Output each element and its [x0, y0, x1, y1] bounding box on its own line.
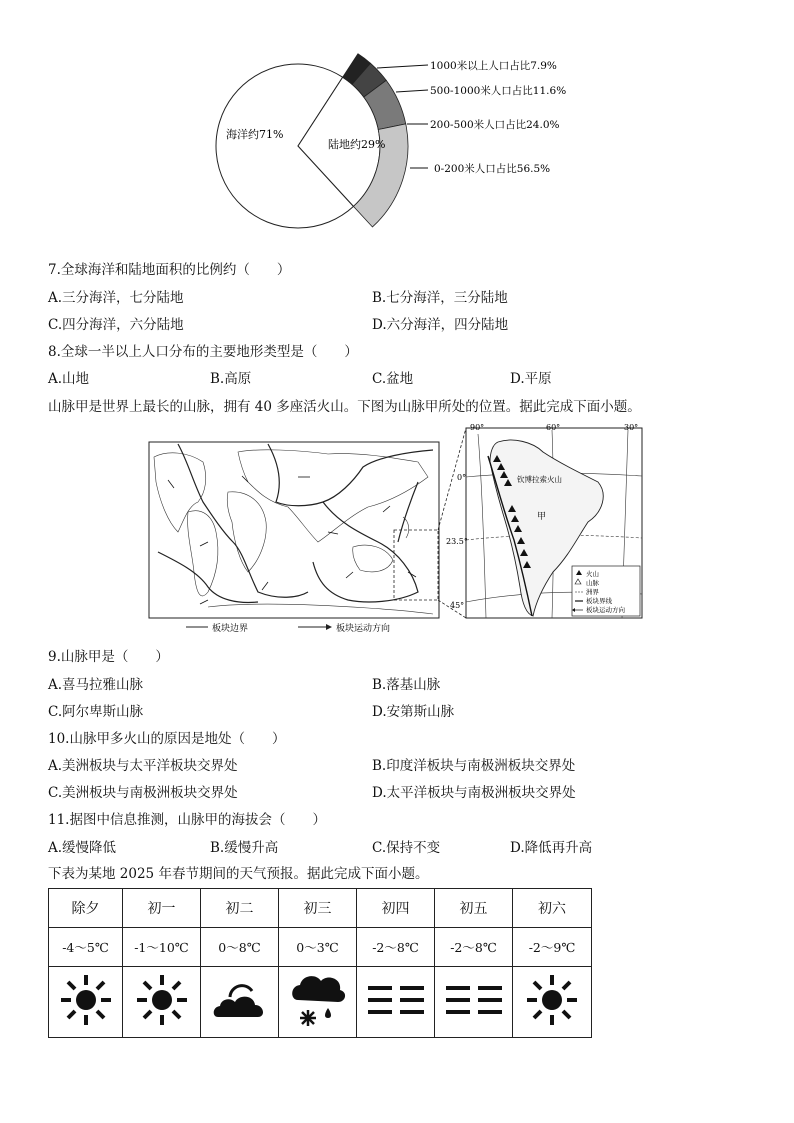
q7-option-d[interactable]: D.六分海洋，四分陆地 — [372, 317, 509, 333]
temp-cell: -4～5℃ — [49, 928, 123, 967]
day-cell: 除夕 — [49, 889, 123, 928]
day-cell: 初四 — [357, 889, 435, 928]
icon-cell — [123, 967, 201, 1038]
callout-500-1000: 500-1000米人口占比11.6% — [430, 85, 567, 97]
plate-map-figure — [148, 422, 646, 634]
callout-200-500: 200-500米人口占比24.0% — [430, 119, 560, 131]
sun-icon — [524, 972, 580, 1028]
q10-option-c[interactable]: C.美洲板块与南极洲板块交界处 — [48, 785, 238, 801]
day-cell: 初二 — [201, 889, 279, 928]
inset-legend-continent: 洲界 — [586, 588, 599, 596]
land-label: 陆地约29% — [328, 138, 386, 151]
q10-stem: 10.山脉甲多火山的原因是地处（ ） — [48, 731, 286, 747]
weather-icon-row — [49, 967, 592, 1038]
q9-option-b[interactable]: B.落基山脉 — [372, 677, 441, 693]
icon-cell — [279, 967, 357, 1038]
inset-legend-plate-motion: 板块运动方向 — [586, 606, 625, 614]
q7-option-a[interactable]: A.三分海洋，七分陆地 — [48, 290, 184, 306]
q10-option-a[interactable]: A.美洲板块与太平洋板块交界处 — [48, 758, 238, 774]
temp-cell: -2～9℃ — [513, 928, 592, 967]
day-cell: 初六 — [513, 889, 592, 928]
icon-cell — [201, 967, 279, 1038]
inset-lon-90: 90° — [470, 423, 485, 432]
inset-lon-30: 30° — [624, 423, 639, 432]
inset-legend-mountain: 山脉 — [586, 579, 599, 587]
temp-cell: -1～10℃ — [123, 928, 201, 967]
weather-forecast-table — [48, 888, 592, 1038]
land-ocean-pie-chart — [200, 50, 620, 250]
q9-stem: 9.山脉甲是（ ） — [48, 649, 169, 665]
weather-temp-row — [49, 928, 592, 967]
day-cell: 初三 — [279, 889, 357, 928]
q9-option-c[interactable]: C.阿尔卑斯山脉 — [48, 704, 144, 720]
icon-cell — [435, 967, 513, 1038]
q10-option-d[interactable]: D.太平洋板块与南极洲板块交界处 — [372, 785, 576, 801]
sleet-icon — [288, 970, 348, 1030]
q7-stem: 7.全球海洋和陆地面积的比例约（ ） — [48, 262, 291, 278]
inset-lat-23: 23.5° — [446, 537, 468, 546]
q9-option-d[interactable]: D.安第斯山脉 — [372, 704, 455, 720]
mountain-intro: 山脉甲是世界上最长的山脉，拥有 40 多座活火山。下图为山脉甲所处的位置。据此完成下面小题。 — [48, 399, 641, 415]
q11-stem: 11.据图中信息推测，山脉甲的海拔会（ ） — [48, 812, 326, 828]
q11-option-a[interactable]: A.缓慢降低 — [48, 840, 117, 856]
legend-plate-motion: 板块运动方向 — [336, 624, 391, 634]
temp-cell: -2～8℃ — [435, 928, 513, 967]
ocean-label: 海洋约71% — [226, 128, 284, 141]
q11-option-b[interactable]: B.缓慢升高 — [210, 840, 279, 856]
inset-lat-45: 45° — [450, 601, 465, 610]
legend-plate-boundary: 板块边界 — [212, 624, 249, 634]
inset-legend-volcano: 火山 — [586, 570, 599, 578]
icon-cell — [357, 967, 435, 1038]
q10-option-b[interactable]: B.印度洋板块与南极洲板块交界处 — [372, 758, 576, 774]
callout-0-200: 0-200米人口占比56.5% — [434, 163, 551, 175]
mountain-jia-label: 甲 — [537, 512, 547, 522]
temp-cell: -2～8℃ — [357, 928, 435, 967]
volcano-label: 钦博拉索火山 — [517, 475, 562, 484]
fog-icon — [366, 980, 426, 1020]
q7-option-b[interactable]: B.七分海洋，三分陆地 — [372, 290, 508, 306]
icon-cell — [513, 967, 592, 1038]
fog-icon — [444, 980, 504, 1020]
weather-day-row — [49, 889, 592, 928]
sun-icon — [134, 972, 190, 1028]
inset-legend-plate-line: 板块界线 — [586, 597, 612, 605]
q11-option-d[interactable]: D.降低再升高 — [510, 840, 593, 856]
q7-option-c[interactable]: C.四分海洋，六分陆地 — [48, 317, 184, 333]
day-cell: 初五 — [435, 889, 513, 928]
temp-cell: 0～3℃ — [279, 928, 357, 967]
day-cell: 初一 — [123, 889, 201, 928]
inset-lon-60: 60° — [546, 423, 561, 432]
q9-option-a[interactable]: A.喜马拉雅山脉 — [48, 677, 144, 693]
q8-option-a[interactable]: A.山地 — [48, 371, 90, 387]
q11-option-c[interactable]: C.保持不变 — [372, 840, 441, 856]
q8-option-c[interactable]: C.盆地 — [372, 371, 414, 387]
sun-icon — [58, 972, 114, 1028]
cloudy-icon — [210, 975, 270, 1025]
inset-lat-0: 0° — [457, 473, 467, 482]
icon-cell — [49, 967, 123, 1038]
q8-option-d[interactable]: D.平原 — [510, 371, 552, 387]
q8-option-b[interactable]: B.高原 — [210, 371, 252, 387]
callout-1000-plus: 1000米以上人口占比7.9% — [430, 60, 557, 72]
q8-stem: 8.全球一半以上人口分布的主要地形类型是（ ） — [48, 344, 358, 360]
temp-cell: 0～8℃ — [201, 928, 279, 967]
weather-intro: 下表为某地 2025 年春节期间的天气预报。据此完成下面小题。 — [48, 866, 429, 882]
